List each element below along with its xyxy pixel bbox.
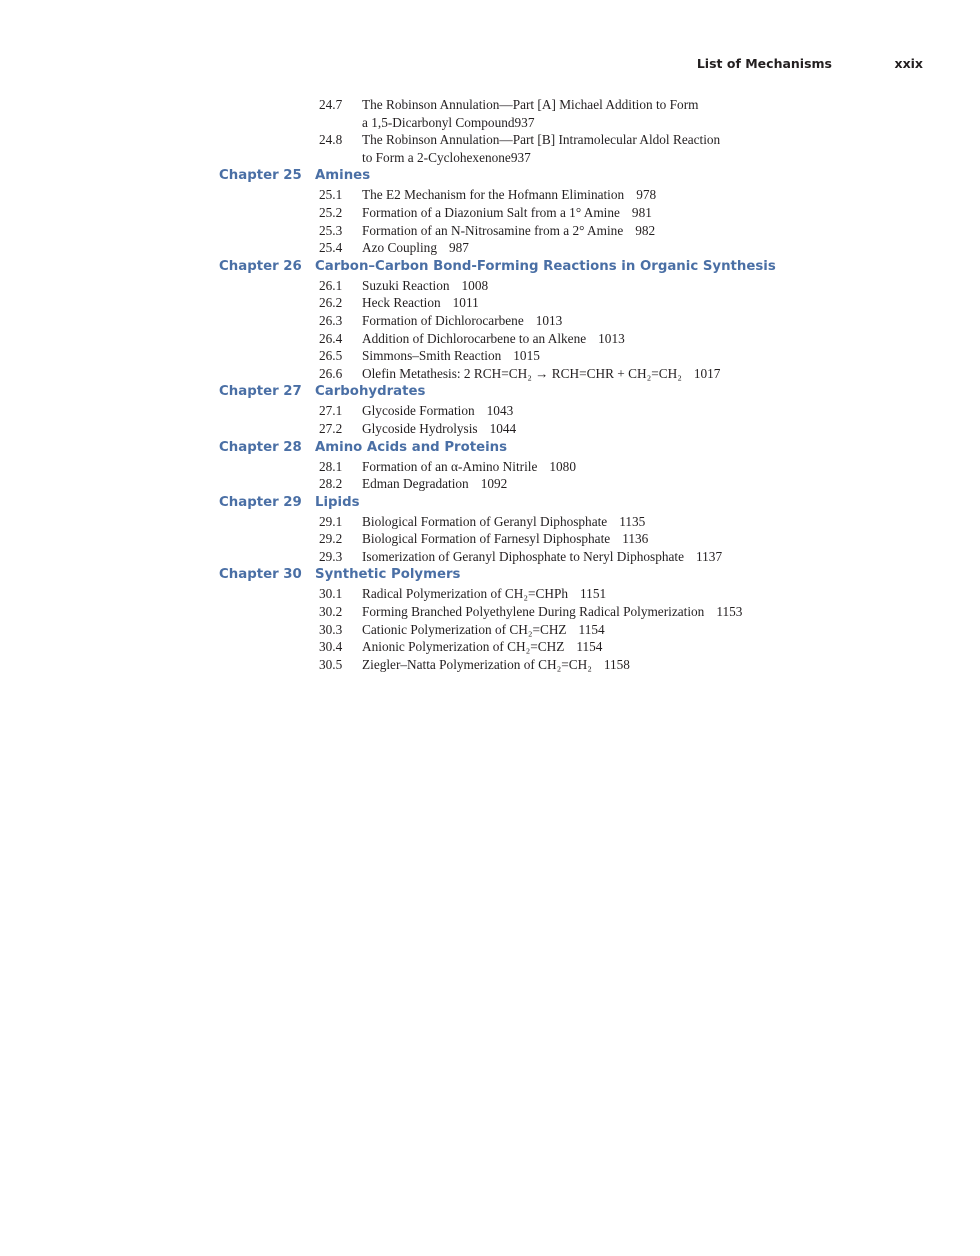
page-ref: 981: [631, 204, 652, 220]
list-item: [319, 513, 980, 531]
mechanism-title: Simmons–Smith Reaction 1015: [362, 348, 540, 364]
page-ref: 1015: [513, 348, 540, 364]
mechanism-title: Formation of a Diazonium Salt from a 1° Amine 981: [362, 204, 652, 220]
mechanism-number: 25.3: [319, 222, 343, 238]
page-ref: 937: [514, 114, 535, 130]
page-ref: 1043: [486, 403, 514, 419]
mechanism-number: 27.1: [319, 403, 343, 419]
running-head: [0, 56, 980, 74]
page-ref: 1136: [622, 531, 649, 547]
page-ref: 987: [448, 240, 469, 256]
list-item: [319, 312, 980, 330]
page-ref: 1017: [693, 365, 721, 381]
mechanism-title: Glycoside Hydrolysis 1044: [362, 420, 517, 436]
chapter-label: Chapter 30: [219, 567, 302, 583]
page-ref: 1154: [576, 639, 603, 655]
mechanism-title: The Robinson Annulation—Part [B] Intramolecular Aldol Reaction: [362, 132, 721, 148]
mechanism-title: The Robinson Annulation—Part [A] Michael Addition to Form: [362, 97, 699, 112]
mechanism-title: Cationic Polymerization of CH₂=CHZ 1154: [362, 621, 605, 637]
list-item: [319, 204, 980, 222]
list-item: [319, 347, 980, 365]
page-ref: 1044: [489, 420, 517, 436]
chapter-label: Chapter 27: [219, 384, 302, 400]
chapter-heading: [0, 258, 980, 277]
mechanism-title: Radical Polymerization of CH₂=CHPh 1151: [362, 586, 607, 602]
list-item: [319, 277, 980, 295]
list-item: [319, 475, 980, 493]
mechanism-number: 26.1: [319, 277, 343, 293]
mechanism-title: Olefin Metathesis: 2 RCH=CH₂ → RCH=CHR + CH₂=CH₂ 1017: [362, 365, 721, 381]
mechanism-number: 27.2: [319, 420, 343, 436]
page-ref: 1080: [549, 458, 576, 474]
chapter-title: Lipids: [315, 494, 360, 510]
mechanism-title-continued: a 1,5-Dicarbonyl Compound937: [362, 114, 535, 130]
mechanism-number: 30.5: [319, 656, 343, 672]
page-ref: 1008: [461, 277, 489, 293]
page-ref: 1092: [480, 476, 508, 492]
page-ref: 982: [635, 222, 656, 238]
mechanism-title: The E2 Mechanism for the Hofmann Elimination 978: [362, 187, 657, 203]
mechanism-number: 26.4: [319, 330, 343, 346]
page-ref: 1135: [619, 513, 646, 529]
list-item: [319, 96, 980, 131]
page-ref: 978: [636, 187, 657, 203]
list-item: [319, 294, 980, 312]
chapter-label: Chapter 28: [219, 439, 302, 455]
mechanism-number: 30.1: [319, 586, 343, 602]
chapter-title: Carbon–Carbon Bond-Forming Reactions in Organic Synthesis: [315, 258, 776, 274]
chapter-label: Chapter 29: [219, 494, 302, 510]
chapter-title: Carbohydrates: [315, 384, 426, 400]
list-item: [319, 656, 980, 674]
list-item: [319, 402, 980, 420]
page-ref: 1013: [535, 312, 563, 328]
mechanism-title: Anionic Polymerization of CH₂=CHZ 1154: [362, 639, 603, 655]
mechanism-number: 28.2: [319, 476, 343, 492]
mechanism-title: Heck Reaction 1011: [362, 295, 479, 311]
chapter-heading: [0, 494, 980, 513]
chapter-title: Synthetic Polymers: [315, 567, 461, 583]
mechanism-title: Addition of Dichlorocarbene to an Alkene 1013: [362, 330, 625, 346]
chapter-label: Chapter 25: [219, 168, 302, 184]
mechanism-number: 30.2: [319, 604, 343, 620]
chapter-heading: [0, 439, 980, 458]
chapter-heading: [0, 566, 980, 585]
mechanism-title: Isomerization of Geranyl Diphosphate to Neryl Diphosphate 1137: [362, 548, 723, 564]
mechanism-number: 25.2: [319, 204, 343, 220]
mechanism-title-continued: to Form a 2-Cyclohexenone937: [362, 149, 531, 165]
mechanism-number: 29.1: [319, 513, 343, 529]
mechanism-number: 24.7: [319, 97, 343, 112]
page-ref: 937: [510, 149, 531, 165]
mechanism-number: 26.3: [319, 312, 343, 328]
mechanism-number: 26.5: [319, 348, 343, 364]
mechanism-title: Formation of Dichlorocarbene 1013: [362, 312, 563, 328]
mechanism-title: Biological Formation of Geranyl Diphosphate 1135: [362, 513, 646, 529]
list-item: [319, 638, 980, 656]
page-ref: 1013: [598, 330, 625, 346]
mechanism-number: 29.3: [319, 548, 343, 564]
list-item: [319, 420, 980, 438]
page-ref: 1154: [578, 621, 605, 637]
mechanism-title: Suzuki Reaction 1008: [362, 277, 489, 293]
mechanism-title: Formation of an N-Nitrosamine from a 2° Amine 982: [362, 222, 656, 238]
mechanism-title: Ziegler–Natta Polymerization of CH₂=CH₂ 1158: [362, 656, 630, 672]
list-item: [319, 585, 980, 603]
list-item: [319, 365, 980, 383]
mechanism-number: 29.2: [319, 531, 343, 547]
mechanism-number: 24.8: [319, 132, 343, 148]
page-ref: 1153: [716, 604, 743, 620]
mechanism-title: Formation of an α-Amino Nitrile 1080: [362, 458, 576, 474]
mechanism-title: Forming Branched Polyethylene During Radical Polymerization 1153: [362, 604, 743, 620]
page-ref: 1011: [452, 295, 479, 311]
mechanism-title: Glycoside Formation 1043: [362, 403, 514, 419]
list-item: [319, 222, 980, 240]
list-item: [319, 131, 980, 166]
chapter-title: Amines: [315, 168, 371, 184]
chapter-label: Chapter 26: [219, 258, 302, 274]
page-ref: 1151: [580, 586, 607, 602]
mechanism-title: Edman Degradation 1092: [362, 476, 508, 492]
list-item: [319, 330, 980, 348]
mechanism-number: 25.4: [319, 240, 343, 256]
mechanism-number: 25.1: [319, 187, 343, 203]
page-ref: 1158: [603, 656, 630, 672]
mechanism-title: Azo Coupling 987: [362, 240, 469, 256]
list-item: [319, 458, 980, 476]
list-item: [319, 530, 980, 548]
mechanism-number: 26.2: [319, 295, 343, 311]
mechanism-list: [0, 96, 980, 673]
chapter-heading: [0, 383, 980, 402]
chapter-heading: [0, 167, 980, 186]
list-item: [319, 621, 980, 639]
list-item: [319, 239, 980, 257]
page-number: xxix: [894, 56, 923, 71]
list-item: [319, 186, 980, 204]
mechanism-number: 30.4: [319, 639, 343, 655]
mechanism-number: 28.1: [319, 458, 343, 474]
running-head-title: List of Mechanisms: [696, 56, 832, 71]
list-item: [319, 548, 980, 566]
chapter-title: Amino Acids and Proteins: [315, 439, 508, 455]
mechanism-number: 30.3: [319, 621, 343, 637]
page-ref: 1137: [696, 548, 723, 564]
mechanism-number: 26.6: [319, 365, 343, 381]
list-item: [319, 603, 980, 621]
mechanism-title: Biological Formation of Farnesyl Diphosphate 1136: [362, 531, 649, 547]
